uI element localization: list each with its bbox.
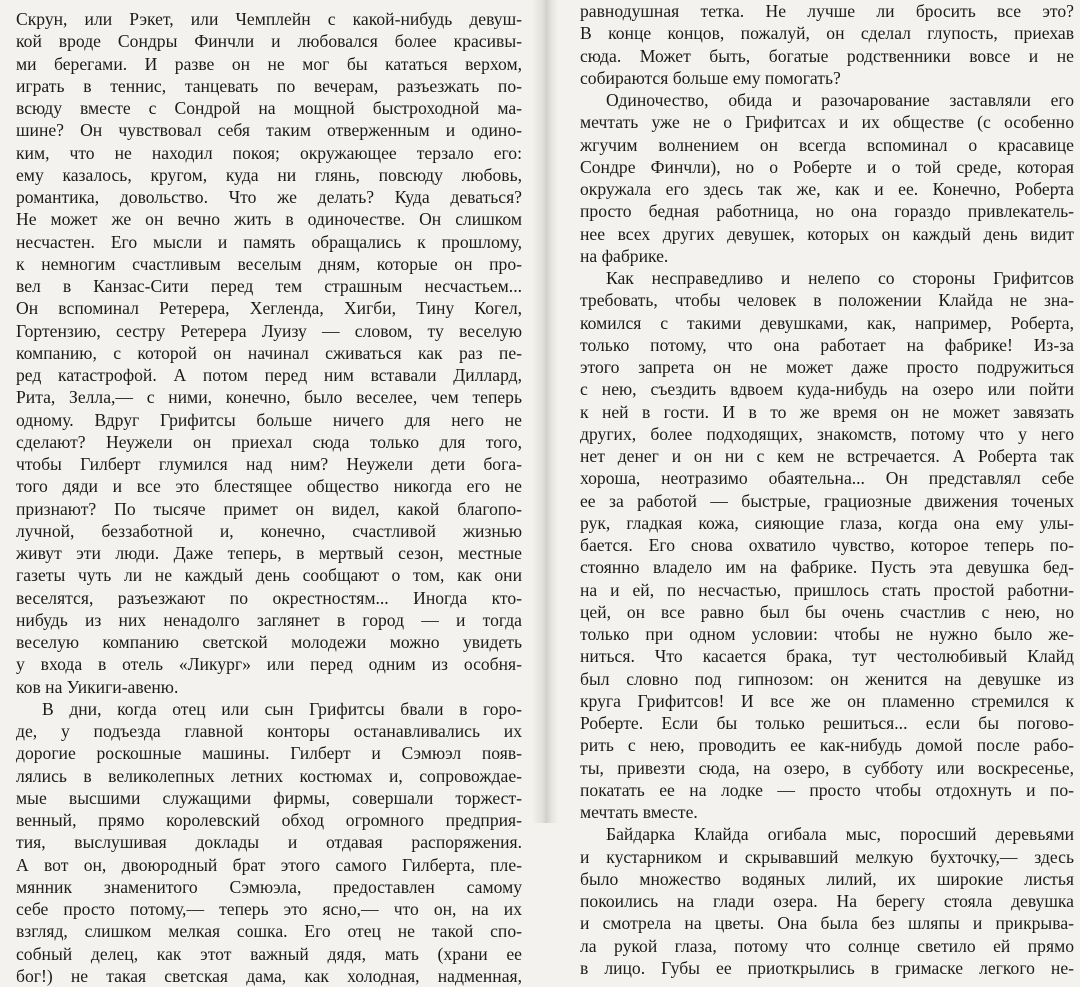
text-line: на фабрике. xyxy=(580,245,669,266)
text-line: мечтать вместе. xyxy=(580,802,698,822)
text-line: ла рукой глаза, потому что солнце светило ей прямо xyxy=(580,935,1074,956)
text-line: к ней в гости. И в то же время он не может завязать xyxy=(580,401,1074,422)
text-line: покоились на глади озера. На берегу стояла девушка xyxy=(580,891,1074,911)
text-line: А вот он, двоюродный брат этого самого Гилберта, пле- xyxy=(16,854,522,875)
text-line: с нею, съездить вдвоем куда-нибудь на озеро или пойти xyxy=(580,379,1074,400)
text-line: Сондре Финчли), но о Роберте и о той среде, которая xyxy=(580,156,1074,177)
text-line: играть в теннис, танцевать по вечерам, разъезжать по- xyxy=(16,75,522,96)
text-line: собираются больше ему помогать? xyxy=(580,67,841,88)
text-line: признают? По тысяче примет он видел, какой благопо- xyxy=(16,498,522,519)
text-line: было множество водяных лилий, их широкие листья xyxy=(580,868,1074,889)
text-line: бается. Его снова охватило чувство, которое теперь по- xyxy=(580,535,1074,555)
text-line: мечтать уже не о Грифитсах и их обществе (с особенно xyxy=(580,112,1074,133)
text-line: Одиночество, обида и разочарование заставляли его xyxy=(606,90,1074,110)
text-line: нибудь из них ненадолго заглянет в город — и тогда xyxy=(16,609,522,630)
text-line: ким, что не находил покоя; окружающее терзало его: xyxy=(16,142,522,163)
text-line: комился с такими девушками, как, например, Роберта, xyxy=(580,312,1074,333)
text-line: ниться. Что касается брака, тут честолюбивый Клайд xyxy=(580,646,1074,667)
text-line: лялись в великолепных летних костюмах и, сопровождае- xyxy=(16,765,522,786)
text-line: жгучим волнением он всегда вспоминал о красавице xyxy=(580,134,1074,155)
text-line: взгляд, слишком мелкая сошка. Его отец не такой спо- xyxy=(16,921,522,942)
text-line: бог!) не такая светская дама, как холодная, надменная, xyxy=(16,965,522,986)
text-line: чтобы Гилберт глумился над ним? Неужели дети бога- xyxy=(16,454,522,474)
text-line: романтика, довольство. Что же делать? Куда деваться? xyxy=(16,187,522,207)
text-line: собный делец, как этот важный дядя, мать (храни ее xyxy=(16,943,522,964)
text-line: веселую компанию светской молодежи можно увидеть xyxy=(16,632,522,652)
text-line: в лицо. Губы ее приоткрылись в гримаске легкого не- xyxy=(580,957,1074,978)
text-line: и смотрела на цветы. Она была без шляпы и прикрыва- xyxy=(580,913,1074,934)
text-line: Роберте. Если бы только решиться... если бы погово- xyxy=(580,713,1074,733)
left-page-text xyxy=(16,8,522,987)
text-line: Он вспоминал Ретерера, Хегленда, Хигби, Тину Когел, xyxy=(16,298,522,319)
text-line: окружала его здесь так же, как и ее. Конечно, Роберта xyxy=(580,179,1074,199)
text-line: живут эти люди. Даже теперь, в мертвый сезон, местные xyxy=(16,543,522,563)
text-line: вел в Канзас-Сити перед тем страшным несчастьем... xyxy=(16,276,522,296)
text-line: Не может же он вечно жить в одиночестве. Он слишком xyxy=(16,209,522,230)
text-line: Байдарка Клайда огибала мыс, поросший деревьями xyxy=(606,824,1074,845)
left-page xyxy=(16,0,522,986)
text-line: ми берегами. И разве он не мог бы кататься верхом, xyxy=(16,53,522,74)
text-line: газеты чуть ли не каждый день сообщают о том, как они xyxy=(16,565,522,586)
text-line: ты, привезти сюда, на озеро, в субботу или воскресенье, xyxy=(580,757,1074,778)
text-line: В конце концов, пожалуй, он сделал глупость, приехав xyxy=(580,23,1074,44)
text-line: других, более подходящих, знакомств, потому что у него xyxy=(580,423,1074,444)
text-line: веселятся, разъезжают по окрестностям... Иногда кто- xyxy=(16,587,522,608)
text-line: и кустарником и скрывавший мелкую бухточку,— здесь xyxy=(580,846,1074,867)
text-line: на и ей, по несчастью, пришлось стать простой работни- xyxy=(580,579,1074,600)
text-line: мые высшими служащими фирмы, совершали торжест- xyxy=(16,787,522,808)
paragraph xyxy=(16,698,522,987)
text-line: дорогие роскошные машины. Гилберт и Сэмюэл появ- xyxy=(16,743,522,764)
text-line: Гортензию, сестру Ретерера Луизу — словом, ту веселую xyxy=(16,320,522,341)
text-line: цей, он все равно был бы очень счастлив с нею, но xyxy=(580,601,1074,622)
text-line: стоянно владело им на фабрике. Пусть эта девушка бед- xyxy=(580,557,1074,578)
text-line: мянник знаменитого Сэмюэла, предоставлен самому xyxy=(16,876,522,897)
paragraph xyxy=(580,89,1074,267)
text-line: компанию, с которой он начинал сживаться как раз пе- xyxy=(16,342,522,363)
paragraph xyxy=(580,267,1074,823)
paragraph xyxy=(16,8,522,698)
text-line: Как несправедливо и нелепо со стороны Грифитсов xyxy=(606,268,1074,288)
text-line: требовать, чтобы человек в положении Клайда не зна- xyxy=(580,290,1074,311)
paragraph xyxy=(580,823,1074,979)
text-line: только потому, что она работает на фабрике! Из-за xyxy=(580,334,1074,355)
text-line: венный, прямо королевский обход огромного предприя- xyxy=(16,810,522,830)
text-line: того дяди и все это блестящее общество никогда его не xyxy=(16,476,522,497)
right-page xyxy=(580,0,1074,978)
text-line: всюду вместе с Сондрой на мощной быстроходной ма- xyxy=(16,98,522,118)
right-page-text xyxy=(580,0,1074,979)
text-line: к немногим счастливым веселым дням, которые он про- xyxy=(16,253,522,274)
text-line: ее за работой — быстрые, грациозные движения точеных xyxy=(580,490,1074,511)
text-line: ему казалось, кругом, куда ни глянь, повсюду любовь, xyxy=(16,164,522,185)
text-line: был словно под гипнозом: он женится на девушке из xyxy=(580,668,1074,689)
text-line: сделают? Неужели он приехал сюда только для того, xyxy=(16,431,522,452)
text-line: круга Грифитсов! И все же он пламенно стремился к xyxy=(580,690,1074,711)
text-line: просто бедная работница, но она гораздо привлекатель- xyxy=(580,201,1074,222)
text-line: В дни, когда отец или сын Грифитсы бвали в горо- xyxy=(42,698,522,719)
text-line: только при одном условии: чтобы не нужно было же- xyxy=(580,624,1074,644)
text-line: кой вроде Сондры Финчли и любовался более красивы- xyxy=(16,31,522,52)
text-line: Скрун, или Рэкет, или Чемплейн с какой-нибудь девуш- xyxy=(16,9,522,29)
text-line: себе просто потому,— теперь это ясно,— что он, на их xyxy=(16,899,522,919)
text-line: несчастен. Его мысли и память обращались к прошлому, xyxy=(16,231,522,252)
text-line: у входа в отель «Ликург» или перед одним из особня- xyxy=(16,654,522,675)
text-line: рить с нею, проводить ее как-нибудь домой после рабо- xyxy=(580,735,1074,756)
text-line: ков на Уикиги-авеню. xyxy=(16,676,179,697)
text-line: лучной, беззаботной и, конечно, счастливой жизнью xyxy=(16,520,522,541)
text-line: этого запрета он не может даже просто подружиться xyxy=(580,357,1074,377)
text-line: одному. Вдруг Грифитсы больше ничего для него не xyxy=(16,409,522,430)
text-line: нее всех других девушек, которых он каждый день видит xyxy=(580,223,1074,244)
text-line: тия, выслушивая доклады и отдавая распоряжения. xyxy=(16,832,522,853)
text-line: покатать ее на лодке — просто чтобы отдохнуть и по- xyxy=(580,779,1074,800)
text-line: нет денег и он ни с кем не встречается. А Роберта так xyxy=(580,446,1074,466)
text-line: ред катастрофой. А потом перед ним вставали Диллард, xyxy=(16,365,522,385)
text-line: равнодушная тетка. Не лучше ли бросить все это? xyxy=(580,1,1074,21)
text-line: де, у подъезда главной конторы останавливались их xyxy=(16,721,522,741)
paragraph xyxy=(580,0,1074,89)
text-line: шине? Он чувствовал себя таким отверженным и одино- xyxy=(16,120,522,141)
text-line: сюда. Может быть, богатые родственники вовсе и не xyxy=(580,45,1074,66)
text-line: рук, гладкая кожа, сияющие глаза, когда она ему улы- xyxy=(580,512,1074,533)
text-line: Рита, Зелла,— с ними, конечно, было веселее, чем теперь xyxy=(16,387,522,408)
book-gutter xyxy=(532,0,558,823)
text-line: хороша, неотразимо обаятельна... Он представлял себе xyxy=(580,468,1074,489)
